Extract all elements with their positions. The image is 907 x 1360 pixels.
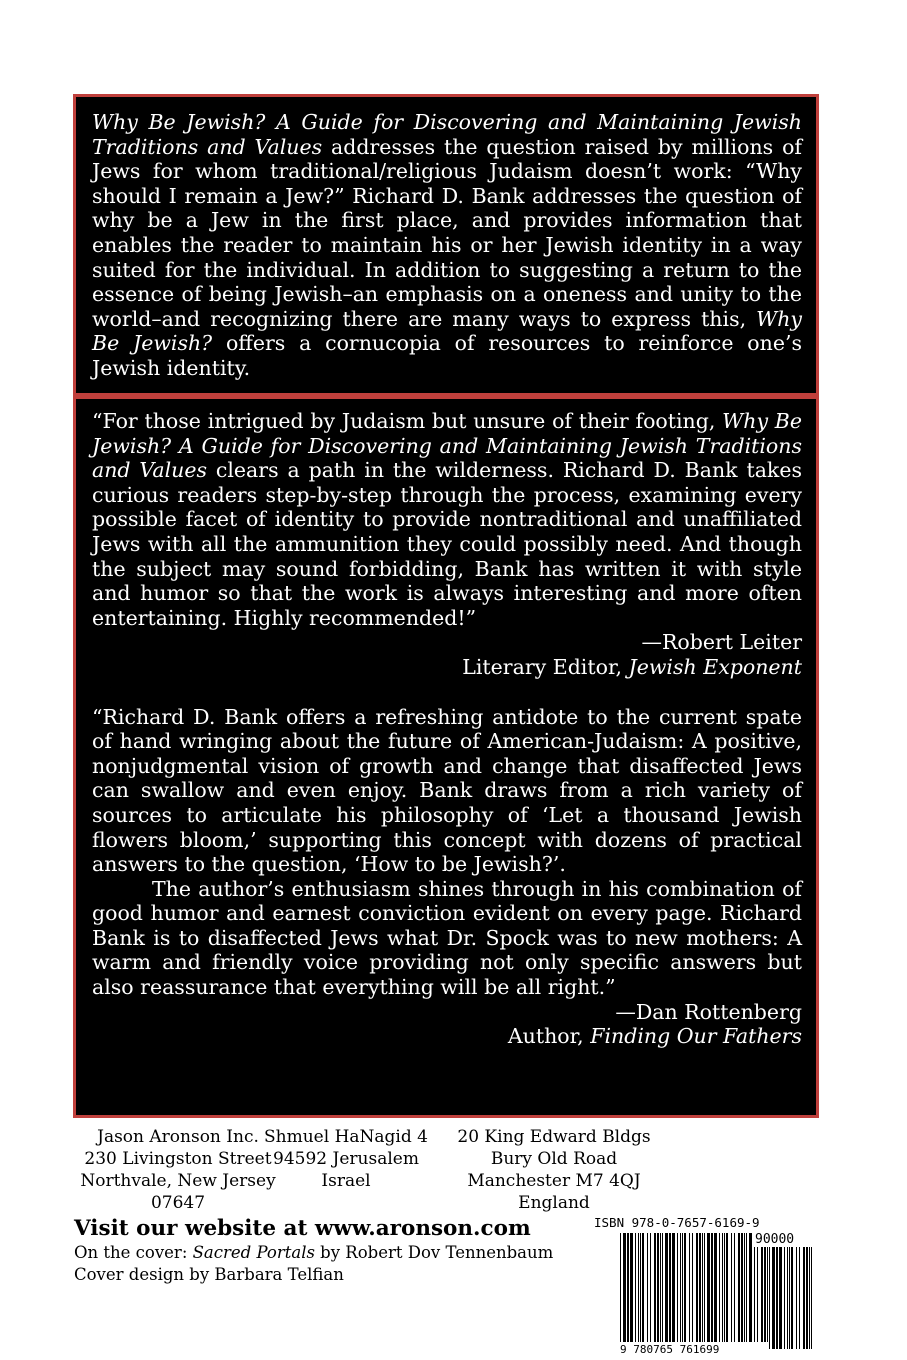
barcode-bar <box>623 1233 626 1349</box>
barcode-bar <box>799 1247 800 1349</box>
barcode-bar <box>779 1247 782 1349</box>
book-title-short: Why Be Jewish? <box>92 306 802 356</box>
barcode-bar <box>704 1233 705 1349</box>
review-rottenberg-para-2: The author’s enthusiasm shines through in his combination of good humor and earnest conviction evident on every page. Richard Bank is to disaffected Jews what Dr. Spock was to new mothers: A warm and friendly voice providing not only specific answers but also reassurance that everything will be all right.” <box>92 876 802 1000</box>
barcode-bar <box>689 1233 690 1349</box>
review-rottenberg-role: Author, Finding Our Fathers <box>507 1024 802 1049</box>
barcode-bar <box>738 1233 740 1349</box>
barcode-bar <box>796 1247 797 1349</box>
barcode-bar <box>769 1247 770 1349</box>
review-leiter-role: Literary Editor, Jewish Exponent <box>462 654 802 679</box>
barcode-bar <box>726 1233 728 1349</box>
barcode-bar <box>787 1247 788 1349</box>
design-credit: Cover design by Barbara Telfian <box>74 1265 344 1284</box>
barcode-bar <box>806 1247 808 1349</box>
barcode-bar <box>784 1247 785 1349</box>
website-link[interactable]: Visit our website at www.aronson.com <box>74 1216 531 1241</box>
description-text: Why Be Jewish? A Guide for Discovering and Maintaining Jewish Traditions and Values addresses the question raised by millions of Jews for whom traditional/religious Judaism doesn’t work: “Why should I remain a Jew?” Richard D. Bank addresses the question of why be a Jew in the first place, and provides information that enables the reader to maintain his or her Jewish identity in a way suited for the individual. In addition to suggesting a return to the essence of being Jewish–an emphasis on a oneness and unity to the world–and recognizing there are many ways to express this, Why Be Jewish? offers a cornucopia of resources to reinforce one’s Jewish identity. <box>92 110 802 380</box>
barcode-bar <box>654 1233 656 1349</box>
barcode-bar <box>754 1247 755 1349</box>
barcode-bar <box>627 1233 629 1349</box>
barcode-bar <box>764 1247 766 1349</box>
barcode-bar <box>665 1233 668 1349</box>
barcode-bar <box>719 1233 720 1349</box>
review-leiter-author: —Robert Leiter <box>641 630 802 655</box>
barcode-bar <box>803 1247 805 1349</box>
barcode-bar <box>741 1233 743 1349</box>
reviews-panel <box>73 396 819 1118</box>
address-manchester: 20 King Edward Bldgs Bury Old Road Manchester M7 4QJ England <box>457 1127 651 1213</box>
barcode-bar <box>707 1233 710 1349</box>
barcode-bar <box>699 1233 701 1349</box>
address-northvale: Jason Aronson Inc. 230 Livingston Street Northvale, New Jersey 07647 <box>80 1127 276 1213</box>
barcode-bar <box>696 1233 698 1349</box>
barcode-bar <box>680 1233 681 1349</box>
barcode-isbn: ISBN 978-0-7657-6169-9 <box>594 1215 760 1230</box>
barcode-bar <box>744 1233 745 1349</box>
barcode-bar <box>642 1233 644 1349</box>
barcode-bar <box>761 1247 763 1349</box>
barcode-graphic <box>590 1213 816 1358</box>
review-leiter-text: “For those intrigued by Judaism but unsure of their footing, Why Be Jewish? A Guide for Discovering and Maintaining Jewish Traditions and Values clears a path in the wilderness. Richard D. Bank takes curious readers step-by-step through the process, examining every possible facet of identity to provide nontraditional and unaffiliated Jews with all the ammunition they could possibly need. And though the subject may sound forbidding, Bank has written it with style and humor so that the work is always interesting and more often entertaining. Highly recommended!” <box>92 409 803 630</box>
barcode-bars-addon <box>754 1247 812 1349</box>
barcode-bar <box>630 1233 633 1349</box>
barcode-bar <box>657 1233 659 1349</box>
book-title: Why Be Jewish? A Guide for Discovering and Maintaining Jewish Traditions and Values <box>92 110 802 159</box>
barcode-bar <box>789 1247 790 1349</box>
review-rottenberg-para-1: “Richard D. Bank offers a refreshing antidote to the current spate of hand wringing about the future of American-Judaism: A positive, nonjudgmental vision of growth and change that disaffected Jews can swallow and even enjoy. Bank draws from a rich variety of sources to articulate his philosophy of ‘Let a thousand Jewish flowers bloom,’ supporting this concept with dozens of practical answers to the question, ‘How to be Jewish?’. <box>92 704 802 877</box>
barcode-bar <box>702 1233 703 1349</box>
description-panel <box>73 94 819 396</box>
review-rottenberg-author: —Dan Rottenberg <box>615 999 802 1024</box>
barcode-bar <box>640 1233 641 1349</box>
barcode-bar <box>811 1247 812 1349</box>
barcode-bar <box>809 1247 810 1349</box>
barcode-bars-main <box>620 1233 752 1349</box>
barcode-bar <box>731 1233 732 1349</box>
barcode-bar <box>714 1233 717 1349</box>
barcode-bar <box>724 1233 725 1349</box>
cover-credit: On the cover: Sacred Portals by Robert Dov Tennenbaum <box>74 1243 554 1262</box>
barcode-ean: 9 780765 761699 <box>620 1343 720 1356</box>
barcode-bar <box>772 1247 775 1349</box>
barcode-bar <box>677 1233 678 1349</box>
barcode-bar <box>672 1233 675 1349</box>
barcode-bar <box>757 1247 758 1349</box>
barcode-bar <box>650 1233 651 1349</box>
barcode-bar <box>791 1247 793 1349</box>
barcode-bar <box>711 1233 713 1349</box>
barcode-bar <box>669 1233 671 1349</box>
barcode-bar <box>684 1233 686 1349</box>
barcode-bar <box>722 1233 723 1349</box>
barcode-bar <box>660 1233 661 1349</box>
barcode-bar <box>682 1233 683 1349</box>
barcode-bar <box>638 1233 639 1349</box>
barcode-bar <box>620 1233 621 1349</box>
barcode-bar <box>692 1233 693 1349</box>
barcode-bar <box>647 1233 648 1349</box>
barcode <box>590 1213 816 1358</box>
barcode-bar <box>776 1247 778 1349</box>
address-jerusalem: Shmuel HaNagid 4 94592 Jerusalem Israel <box>264 1127 428 1191</box>
barcode-bar <box>734 1233 735 1349</box>
barcode-bar <box>746 1233 747 1349</box>
barcode-price-code: 90000 <box>755 1232 795 1247</box>
barcode-bar <box>662 1233 663 1349</box>
barcode-bar <box>635 1233 636 1349</box>
barcode-bar <box>749 1233 752 1349</box>
barcode-bar <box>767 1247 768 1349</box>
